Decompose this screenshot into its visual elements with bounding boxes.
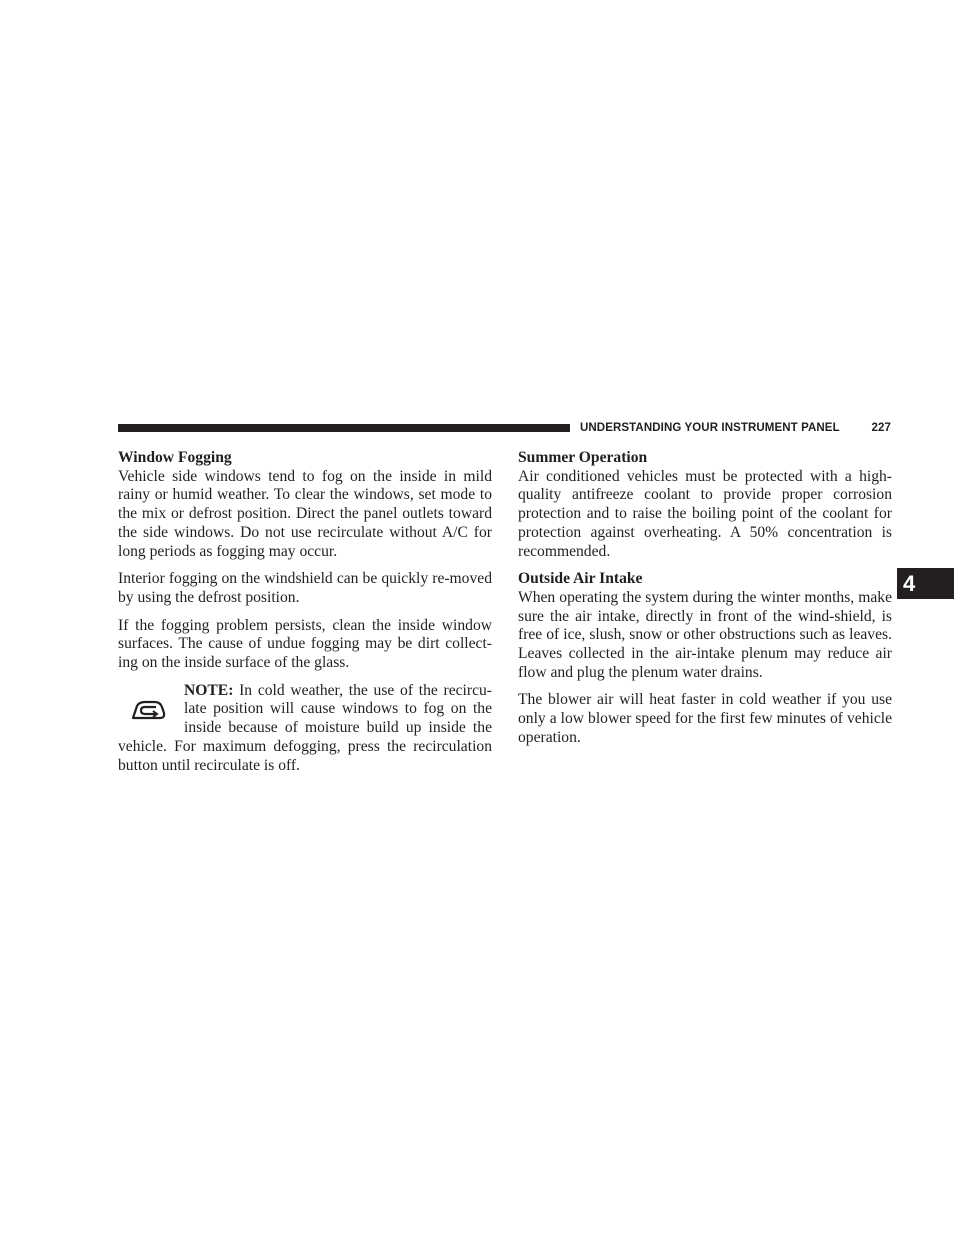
paragraph: If the fogging problem persists, clean the inside window surfaces. The cause of undue fogging may be dirt collect-ing on the inside surface of the glass. (118, 616, 492, 672)
note-block (118, 682, 492, 776)
recirculation-icon (118, 682, 178, 738)
paragraph: Air conditioned vehicles must be protected with a high-quality antifreeze coolant to provide proper corrosion protection and to raise the boiling point of the coolant for protection against overheating. A 50% concentration is recommended. (518, 467, 892, 560)
heading-outside-air-intake: Outside Air Intake (518, 570, 643, 588)
heading-window-fogging: Window Fogging (118, 449, 232, 466)
header-rule (118, 424, 570, 432)
note-label: NOTE: (184, 681, 234, 699)
paragraph: When operating the system during the winter months, make sure the air intake, directly in front of the wind-shield, is free of ice, slush, snow or other obstructions such as leaves. Leaves collected in the air-intake plenum may reduce air flow and plug the plenum water drains. (518, 588, 892, 681)
note-body: In cold weather, the use of the recircu-late position will cause windows to fog on the inside because of moisture build up inside the vehicle. For maximum defogging, press the recirculation button until recirculate is off. (118, 681, 492, 774)
right-column (518, 449, 892, 748)
heading-summer-operation: Summer Operation (518, 449, 648, 466)
chapter-tab: 4 (897, 568, 954, 599)
left-column (118, 449, 492, 775)
section-title: UNDERSTANDING YOUR INSTRUMENT PANEL (580, 422, 840, 434)
running-header (580, 420, 891, 436)
paragraph: The blower air will heat faster in cold weather if you use only a low blower speed for the first few minutes of vehicle operation. (518, 691, 892, 746)
paragraph: Vehicle side windows tend to fog on the inside in mild rainy or humid weather. To clear the windows, set mode to the mix or defrost position. Direct the panel outlets toward the side windows. Do not use recirculate without A/C for long periods as fogging may occur. (118, 467, 492, 560)
paragraph: Interior fogging on the windshield can be quickly re-moved by using the defrost position. (118, 570, 492, 606)
page-number: 227 (871, 422, 891, 434)
